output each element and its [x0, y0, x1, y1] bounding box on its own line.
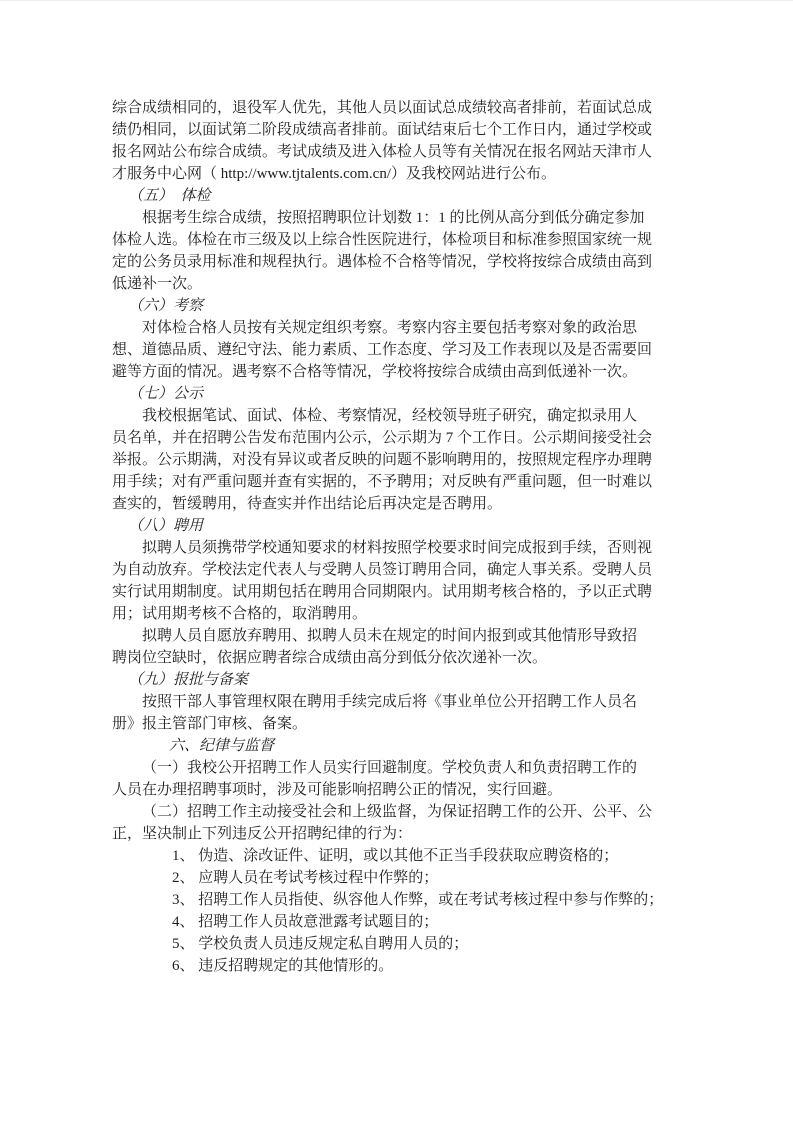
text-line: 用；试用期考核不合格的，取消聘用。: [112, 606, 368, 622]
text-line: 聘岗位空缺时，依据应聘者综合成绩由高分到低分依次递补一次。: [112, 650, 548, 666]
subsection-heading: （七）公示: [128, 386, 204, 402]
paragraph-first-line: 根据考生综合成绩，按照招聘职位计划数 1：1 的比例从高分到低分确定参加: [142, 210, 645, 226]
paragraph-first-line: （一）我校公开招聘工作人员实行回避制度。学校负责人和负责招聘工作的: [142, 760, 638, 776]
document-text: [0, 97, 678, 977]
list-item: 2、 应聘人员在考试考核过程中作弊的；: [172, 870, 439, 886]
text-line: 正，坚决制止下列违反公开招聘纪律的行为：: [112, 826, 413, 842]
text-line: 举报。公示期满，对没有异议或者反映的问题不影响聘用的，按照规定程序办理聘: [112, 452, 653, 468]
paragraph-first-line: 对体检合格人员按有关规定组织考察。考察内容主要包括考察对象的政治思: [142, 320, 638, 336]
text-line: 定的公务员录用标准和规程执行。遇体检不合格等情况，学校将按综合成绩由高到: [112, 254, 653, 270]
text-line: 体检人选。体检在市三级及以上综合性医院进行，体检项目和标准参照国家统一规: [112, 232, 653, 248]
list-item: 6、 违反招聘规定的其他情形的。: [172, 958, 394, 974]
text-line: 综合成绩相同的，退役军人优先，其他人员以面试总成绩较高者排前，若面试总成: [112, 100, 653, 116]
paragraph-first-line: 拟聘人员自愿放弃聘用、拟聘人员未在规定的时间内报到或其他情形导致招: [142, 628, 638, 644]
subsection-heading: （六）考察: [128, 298, 204, 314]
text-line: 用手续；对有严重问题并查有实据的，不予聘用；对反映有严重问题，但一时难以: [112, 474, 653, 490]
paragraph-first-line: （二）招聘工作主动接受社会和上级监督，为保证招聘工作的公开、公平、公: [142, 804, 653, 820]
paragraph-first-line: 拟聘人员须携带学校通知要求的材料按照学校要求时间完成报到手续，否则视: [142, 540, 653, 556]
section-heading: 六、纪律与监督: [169, 738, 275, 754]
text-line: 实行试用期制度。试用期包括在聘用合同期限内。试用期考核合格的，予以正式聘: [112, 584, 653, 600]
text-line: 避等方面的情况。遇考察不合格等情况，学校将按综合成绩由高到低递补一次。: [112, 364, 638, 380]
text-line: 绩仍相同，以面试第二阶段成绩高者排前。面试结束后七个工作日内，通过学校或: [112, 122, 653, 138]
text-line: 才服务中心网（ http://www.tjtalents.com.cn/）及我校网站进行公布。: [112, 166, 557, 182]
list-item: 3、 招聘工作人员指使、纵容他人作弊，或在考试考核过程中参与作弊的；: [172, 892, 664, 908]
subsection-heading: （九）报批与备案: [128, 672, 249, 688]
text-line: 册》报主管部门审核、备案。: [112, 716, 308, 732]
text-line: 人员在办理招聘事项时，涉及可能影响招聘公正的情况，实行回避。: [112, 782, 563, 798]
text-line: 想、道德品质、遵纪守法、能力素质、工作态度、学习及工作表现以及是否需要回: [112, 342, 653, 358]
paragraph-first-line: 我校根据笔试、面试、体检、考察情况，经校领导班子研究，确定拟录用人: [142, 408, 638, 424]
list-item: 4、 招聘工作人员故意泄露考试题目的；: [172, 914, 439, 930]
text-line: 为自动放弃。学校法定代表人与受聘人员签订聘用合同，确定人事关系。受聘人员: [112, 562, 653, 578]
paragraph-first-line: 按照干部人事管理权限在聘用手续完成后将《事业单位公开招聘工作人员名: [142, 694, 638, 710]
text-line: 查实的，暂缓聘用，待查实并作出结论后再决定是否聘用。: [112, 496, 503, 512]
list-item: 5、 学校负责人员违反规定私自聘用人员的；: [172, 936, 469, 952]
text-line: 报名网站公布综合成绩。考试成绩及进入体检人员等有关情况在报名网站天津市人: [112, 144, 653, 160]
subsection-heading: （八）聘用: [128, 518, 204, 534]
list-item: 1、 伪造、涂改证件、证明，或以其他不正当手段获取应聘资格的；: [172, 848, 619, 864]
text-line: 低递补一次。: [112, 276, 203, 292]
text-line: 员名单，并在招聘公告发布范围内公示，公示期为 7 个工作日。公示期间接受社会: [112, 430, 653, 446]
subsection-heading: （五） 体检: [128, 188, 211, 204]
